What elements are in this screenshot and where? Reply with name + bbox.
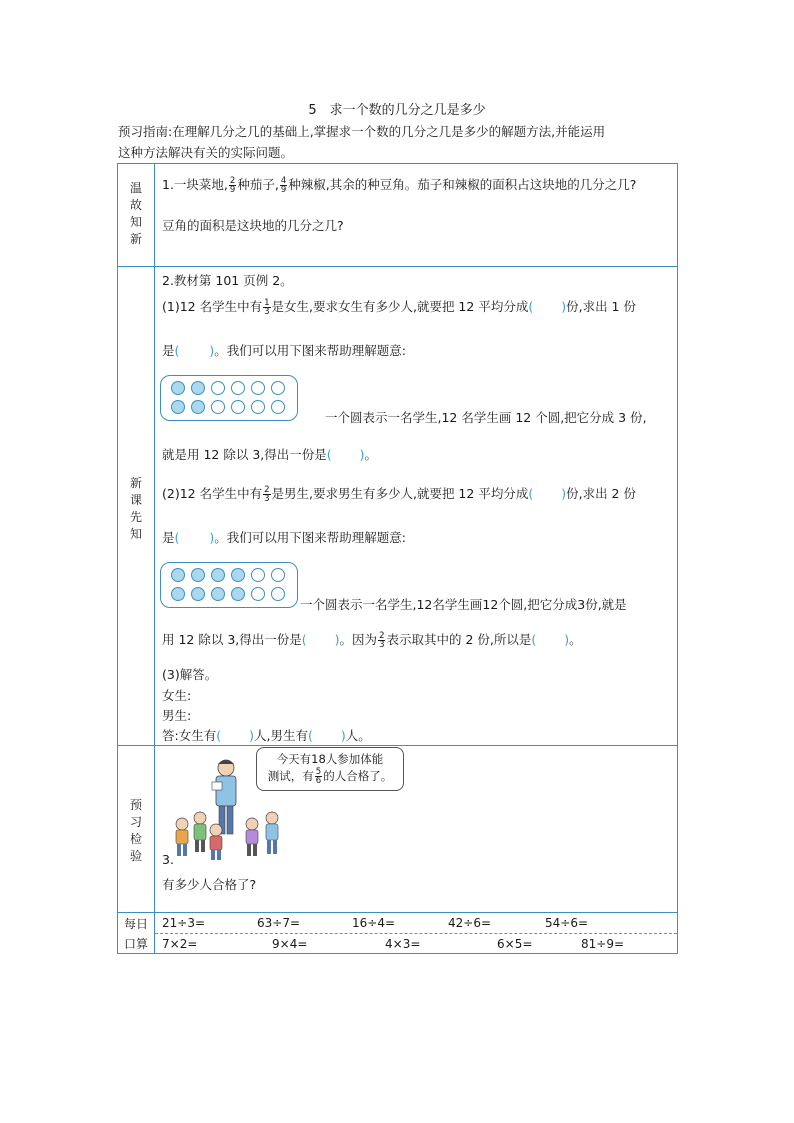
speech-bubble: 今天有18人参加体能 测试，有 $\frac{5}{6}$ 的人合格了。: [256, 747, 404, 791]
calc-item: 9×4=: [272, 937, 308, 951]
section-label-review: 温 故 知 新: [129, 181, 142, 246]
diagram-2-explanation: 一个圆表示一名学生,12名学生画12个圆,把它分成3份,就是: [300, 597, 627, 612]
question-2-heading: 2.教材第 101 页例 2。: [162, 273, 293, 288]
question-2-part-2-line-1: (2)12 名学生中有 $\frac{2}{3}$ 是男生,要求男生有多少人,就要把 12 平均分成( )份,求出 2 份: [162, 485, 636, 504]
answer-blank[interactable]: ( ): [216, 728, 254, 743]
fraction: $\frac{5}{6}$: [315, 767, 322, 786]
page-title: 5 求一个数的几分之几是多少: [308, 103, 486, 118]
fraction: $\frac{4}{9}$: [280, 176, 287, 195]
answer-blank[interactable]: ( ): [174, 343, 215, 358]
fraction: $\frac{2}{3}$: [379, 631, 385, 650]
answer-blank[interactable]: ( ): [528, 486, 567, 501]
circle-diagram-1: [160, 375, 298, 421]
calc-item: 54÷6=: [545, 916, 589, 930]
answer-blank[interactable]: ( ): [528, 299, 567, 314]
section-label-new-lesson: 新 课 先 知: [129, 476, 142, 541]
guide-line-2: 这种方法解决有关的实际问题。: [118, 145, 294, 160]
calc-item: 42÷6=: [448, 916, 492, 930]
calc-item: 4×3=: [385, 937, 421, 951]
calc-item: 6×5=: [497, 937, 533, 951]
fraction: $\frac{1}{3}$: [264, 298, 270, 317]
question-1: 1.一块菜地, $\frac{2}{9}$ 种茄子, $\frac{4}{9}$ 种辣椒,其余的种豆角。茄子和辣椒的面积占这块地的几分之几?: [162, 176, 637, 195]
answer-blank[interactable]: ( ): [307, 728, 346, 743]
circle-diagram-2: [160, 562, 298, 608]
question-2-part-1-line-3: 就是用 12 除以 3,得出一份是( )。: [162, 447, 378, 462]
question-2-part-1-line-2: 是( )。我们可以用下图来帮助理解题意:: [162, 343, 407, 358]
question-2-part-1-line-1: (1)12 名学生中有 $\frac{1}{3}$ 是女生,要求女生有多少人,就要把 12 平均分成( )份,求出 1 份: [162, 298, 636, 317]
answer-blank[interactable]: ( ): [326, 447, 365, 462]
guide-line-1: 预习指南:在理解几分之几的基础上,掌握求一个数的几分之几是多少的解题方法,并能运用: [118, 124, 606, 139]
question-2-part-2-line-3: 用 12 除以 3,得出一份是( )。因为 $\frac{2}{3}$ 表示取其中的 2 份,所以是( )。: [162, 631, 582, 650]
question-3-text: 有多少人合格了?: [162, 877, 257, 892]
question-2-part-2-line-2: 是( )。我们可以用下图来帮助理解题意:: [162, 530, 407, 545]
question-2-part-3-heading: (3)解答。: [162, 667, 218, 682]
answer-blank[interactable]: ( ): [174, 530, 215, 545]
question-3-number: 3.: [162, 852, 174, 867]
fraction: $\frac{2}{9}$: [229, 176, 236, 195]
calc-item: 21÷3=: [162, 916, 206, 930]
answer-line: 答:女生有( )人,男生有( )人。: [162, 728, 371, 743]
fraction: $\frac{2}{3}$: [264, 485, 270, 504]
boys-label: 男生:: [162, 708, 192, 723]
answer-blank[interactable]: ( ): [301, 632, 340, 647]
calc-item: 7×2=: [162, 937, 198, 951]
diagram-1-explanation: 一个圆表示一名学生,12 名学生画 12 个圆,把它分成 3 份,: [325, 410, 647, 425]
calc-item: 81÷9=: [581, 937, 625, 951]
answer-blank[interactable]: ( ): [531, 632, 570, 647]
calc-item: 16÷4=: [352, 916, 396, 930]
section-label-daily: 每日 口算: [123, 917, 148, 951]
section-label-check: 预 习 检 验: [129, 798, 142, 863]
girls-label: 女生:: [162, 688, 192, 703]
question-1-line-2: 豆角的面积是这块地的几分之几?: [162, 218, 344, 233]
calc-item: 63÷7=: [257, 916, 301, 930]
